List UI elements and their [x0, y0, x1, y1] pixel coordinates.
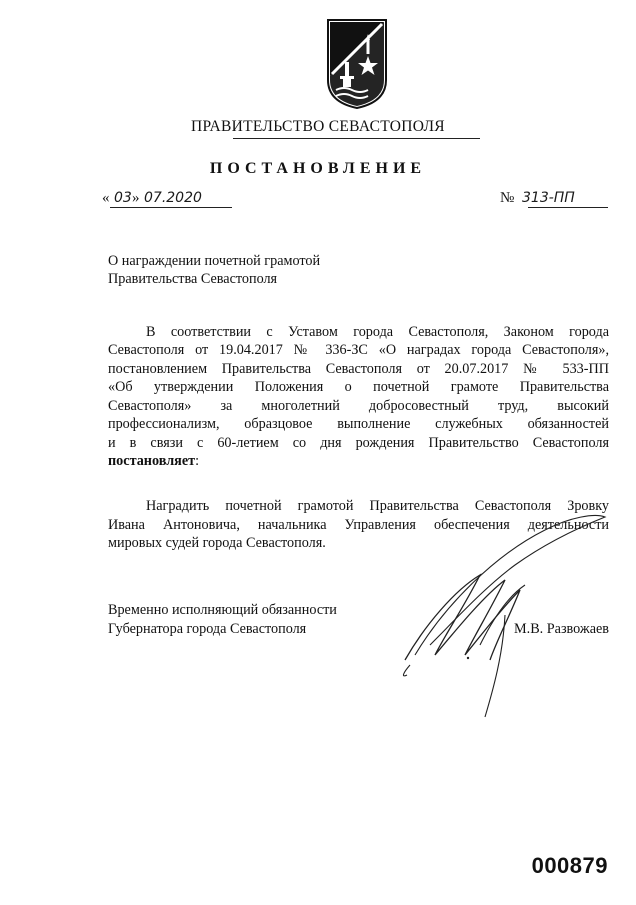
paragraph-line: Ивана Антоновича, начальника Управления обеспечения деятельности: [108, 517, 609, 533]
date-underline: [110, 207, 232, 208]
paragraph-line: Наградить почетной грамотой Правительства Севастополя Зровку: [146, 498, 609, 514]
resolves-keyword: постановляет: [108, 453, 196, 469]
date-quote-open: «: [102, 190, 110, 206]
date-quote-close: »: [132, 190, 140, 206]
date-month-year-handwritten: 07.2020: [144, 190, 202, 206]
government-title: ПРАВИТЕЛЬСТВО СЕВАСТОПОЛЯ: [191, 118, 445, 135]
date-day-handwritten: 03: [114, 190, 132, 206]
resolves-colon: :: [195, 453, 200, 469]
paragraph-line: «Об утверждении Положения о почетной грамоте Правительства: [108, 379, 609, 395]
sevastopol-coat-of-arms-icon: [324, 18, 390, 110]
subject-line: Правительства Севастополя: [108, 271, 278, 287]
serial-number: 000879: [531, 853, 608, 878]
paragraph-line: Севастополя от 19.04.2017 № 336-ЗС «О наградах города Севастополя»,: [108, 342, 609, 358]
paragraph-line: профессионализм, образцовое выполнение служебных обязанностей: [108, 416, 609, 432]
signatory-name: М.В. Развожаев: [514, 621, 609, 637]
document-date: [102, 190, 242, 212]
paragraph-line: В соответствии с Уставом города Севастополя, Законом города: [146, 324, 609, 340]
document-type-heading: ПОСТАНОВЛЕНИЕ: [209, 160, 427, 177]
paragraph-line: Севастополя» за многолетний добросовестный труд, высокий: [108, 398, 609, 414]
signatory-title: Губернатора города Севастополя: [108, 621, 307, 637]
paragraph-line: и в связи с 60-летием со дня рождения Правительство Севастополя: [108, 435, 609, 451]
number-handwritten: 313-ПП: [522, 190, 575, 206]
paragraph-line: постановлением Правительства Севастополя от 20.07.2017 № 533-ПП: [108, 361, 609, 377]
subject-line: О награждении почетной грамотой: [108, 253, 321, 269]
number-sign: №: [500, 190, 515, 206]
paragraph-line-last: мировых судей города Севастополя.: [108, 535, 326, 551]
signatory-title: Временно исполняющий обязанности: [108, 602, 337, 618]
document-number: [500, 190, 610, 212]
paragraph-line-last: [108, 452, 199, 471]
title-divider: [233, 138, 480, 139]
number-underline: [528, 207, 608, 208]
handwritten-signature-icon: [385, 495, 610, 725]
